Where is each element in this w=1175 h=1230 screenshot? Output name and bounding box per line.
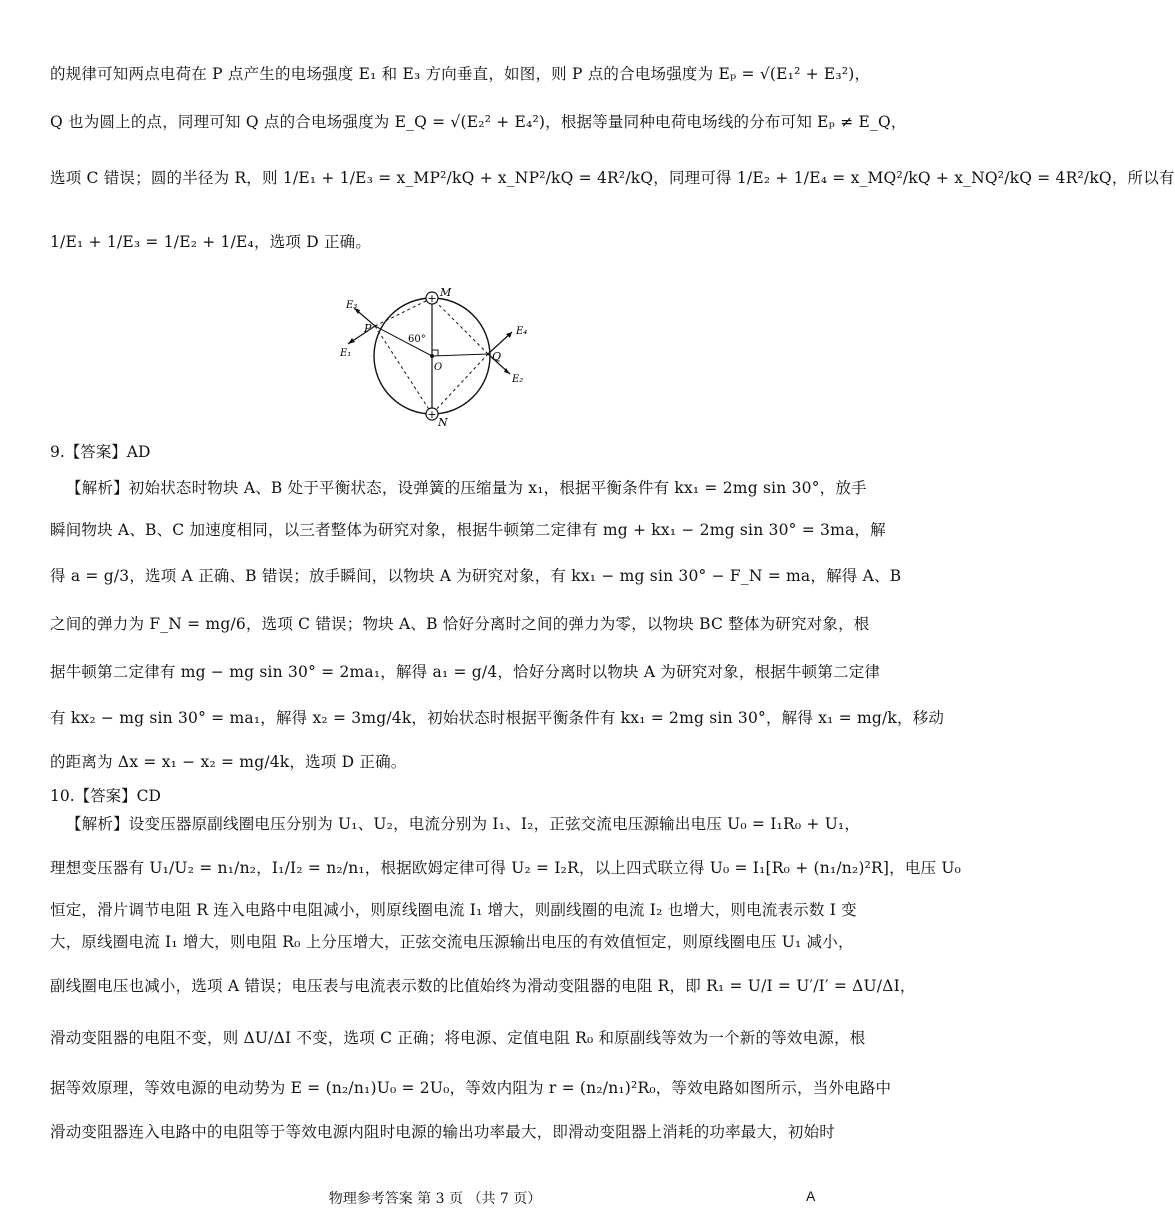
q10-line: 滑动变阻器连入电路中的电阻等于等效电源内阻时电源的输出功率最大，即滑动变阻器上消耗的功率最大，初始时 (50, 1123, 836, 1141)
label-e1: E₁ (340, 348, 352, 359)
q10-line: 理想变压器有 U₁/U₂ = n₁/n₂，I₁/I₂ = n₂/n₁，根据欧姆定律可得 U₂ = I₂R，以上四式联立得 U₀ = I₁[R₀ + (n₁/n₂)²R]，电压 U₀ (50, 859, 962, 877)
q10-line: 大，原线圈电流 I₁ 增大，则电阻 R₀ 上分压增大，正弦交流电压源输出电压的有效值恒定，则原线圈电压 U₁ 减小， (50, 933, 854, 951)
q9-line: 据牛顿第二定律有 mg − mg sin 30° = 2ma₁，解得 a₁ = g/4，恰好分离时以物块 A 为研究对象，根据牛顿第二定律 (50, 663, 881, 681)
q10-answer: 10.【答案】CD (50, 787, 161, 805)
label-e2: E₂ (512, 374, 524, 385)
q9-line: 的距离为 Δx = x₁ − x₂ = mg/4k，选项 D 正确。 (50, 753, 407, 771)
page-footer: 物理参考答案 第 3 页 （共 7 页） (328, 1191, 542, 1207)
label-m: M (440, 286, 452, 299)
label-o: O (434, 362, 443, 373)
q10-line: 副线圈电压也减小，选项 A 错误；电压表与电流表示数的比值始终为滑动变阻器的电阻 R，即 R₁ = U/I = U′/I′ = ΔU/ΔI， (50, 977, 916, 995)
label-q: Q (492, 350, 502, 363)
q10-line: 恒定，滑片调节电阻 R 连入电路中电阻减小，则原线圈电流 I₁ 增大，则副线圈的电流 I₂ 也增大，则电流表示数 I 变 (50, 901, 857, 919)
label-n: N (438, 416, 448, 429)
label-p: P (364, 322, 372, 335)
q9-line: 有 kx₂ − mg sin 30° = ma₁，解得 x₂ = 3mg/4k，初始状态时根据平衡条件有 kx₁ = 2mg sin 30°，解得 x₁ = mg/k，移动 (50, 709, 945, 727)
q9-line: 之间的弹力为 F_N = mg/6，选项 C 错误；物块 A、B 恰好分离时之间的弹力为零，以物块 BC 整体为研究对象，根 (50, 615, 870, 633)
label-angle: 60° (408, 334, 426, 345)
label-e4: E₄ (516, 326, 528, 337)
plus-charge-top: + (427, 292, 437, 305)
q10-line: 滑动变阻器的电阻不变，则 ΔU/ΔI 不变，选项 C 正确；将电源、定值电阻 R₀ 和原副线等效为一个新的等效电源，根 (50, 1029, 866, 1047)
plus-charge-bottom: + (427, 408, 437, 421)
q9-line: 【解析】初始状态时物块 A、B 处于平衡状态，设弹簧的压缩量为 x₁，根据平衡条件有 kx₁ = 2mg sin 30°，放手 (66, 479, 867, 497)
electric-field-circle-figure (330, 282, 540, 430)
q9-answer: 9.【答案】AD (50, 443, 151, 461)
label-e3: E₃ (346, 300, 358, 311)
text-line: 的规律可知两点电荷在 P 点产生的电场强度 E₁ 和 E₃ 方向垂直，如图，则 P 点的合电场强度为 Eₚ = √(E₁² + E₃²)， (50, 65, 871, 83)
q10-line: 据等效原理，等效电源的电动势为 E = (n₂/n₁)U₀ = 2U₀，等效内阻为 r = (n₂/n₁)²R₀，等效电路如图所示，当外电路中 (50, 1079, 892, 1097)
footer-version-mark: A (806, 1188, 816, 1204)
text-line: 选项 C 错误；圆的半径为 R，则 1/E₁ + 1/E₃ = x_MP²/kQ + x_NP²/kQ = 4R²/kQ，同理可得 1/E₂ + 1/E₄ = x_MQ²/kQ + x_NQ²/kQ = 4R²/kQ，所以有 (50, 169, 1175, 187)
q10-line: 【解析】设变压器原副线圈电压分别为 U₁、U₂，电流分别为 I₁、I₂，正弦交流电压源输出电压 U₀ = I₁R₀ + U₁， (66, 815, 861, 833)
text-line: Q 也为圆上的点，同理可知 Q 点的合电场强度为 E_Q = √(E₂² + E₄²)，根据等量同种电荷电场线的分布可知 Eₚ ≠ E_Q， (50, 113, 907, 131)
q9-line: 瞬间物块 A、B、C 加速度相同，以三者整体为研究对象，根据牛顿第二定律有 mg + kx₁ − 2mg sin 30° = 3ma，解 (50, 521, 886, 539)
text-line: 1/E₁ + 1/E₃ = 1/E₂ + 1/E₄，选项 D 正确。 (50, 233, 372, 251)
q9-line: 得 a = g/3，选项 A 正确、B 错误；放手瞬间，以物块 A 为研究对象，有 kx₁ − mg sin 30° − F_N = ma，解得 A、B (50, 567, 902, 585)
